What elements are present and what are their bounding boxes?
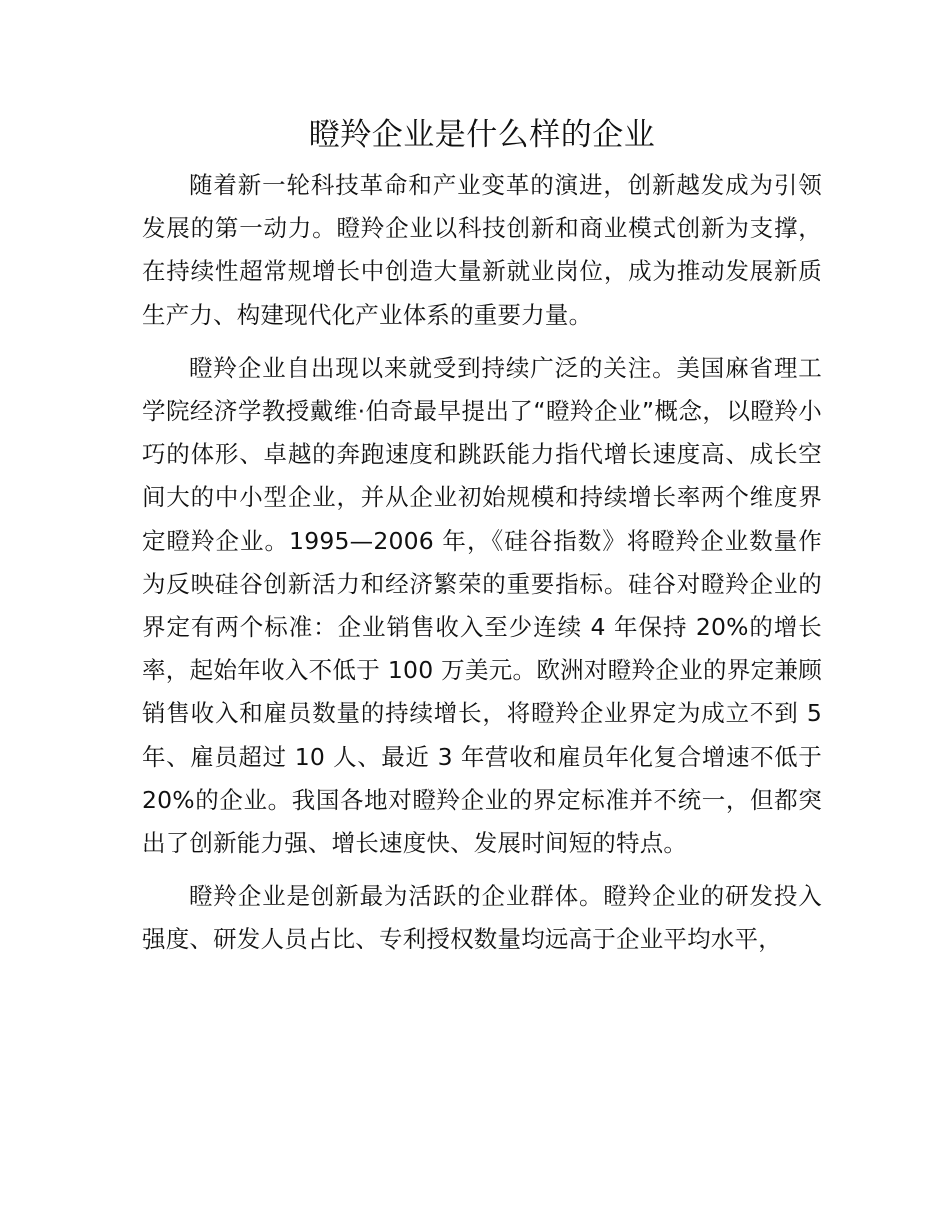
document-title: 瞪羚企业是什么样的企业 <box>308 117 656 153</box>
paragraph-2: 瞪羚企业自出现以来就受到持续广泛的关注。美国麻省理工学院经济学教授戴维·伯奇最早提出了“瞪羚企业”概念，以瞪羚小巧的体形、卓越的奔跑速度和跳跃能力指代增长速度高、成长空间大的中小型企业，并从企业初始规模和持续增长率两个维度界定瞪羚企业。1995—2006 年，《硅谷指数》将瞪羚企业数量作为反映硅谷创新活力和经济繁荣的重要指标。硅谷对瞪羚企业的界定有两个标准：企业销售收入至少连续 4 年保持 20%的增长率，起始年收入不低于 100 万美元。欧洲对瞪羚企业的界定兼顾销售收入和雇员数量的持续增长，将瞪羚企业界定为成立不到 5 年、雇员超过 10 人、最近 3 年营收和雇员年化复合增速不低于 20%的企业。我国各地对瞪羚企业的界定标准并不统一，但都突出了创新能力强、增长速度快、发展时间短的特点。 <box>142 353 822 858</box>
document-page <box>142 112 822 972</box>
paragraph-1: 随着新一轮科技革命和产业变革的演进，创新越发成为引领发展的第一动力。瞪羚企业以科技创新和商业模式创新为支撑，在持续性超常规增长中创造大量新就业岗位，成为推动发展新质生产力、构建现代化产业体系的重要力量。 <box>142 171 822 329</box>
paragraph-3: 瞪羚企业是创新最为活跃的企业群体。瞪羚企业的研发投入强度、研发人员占比、专利授权数量均远高于企业平均水平， <box>142 882 822 954</box>
